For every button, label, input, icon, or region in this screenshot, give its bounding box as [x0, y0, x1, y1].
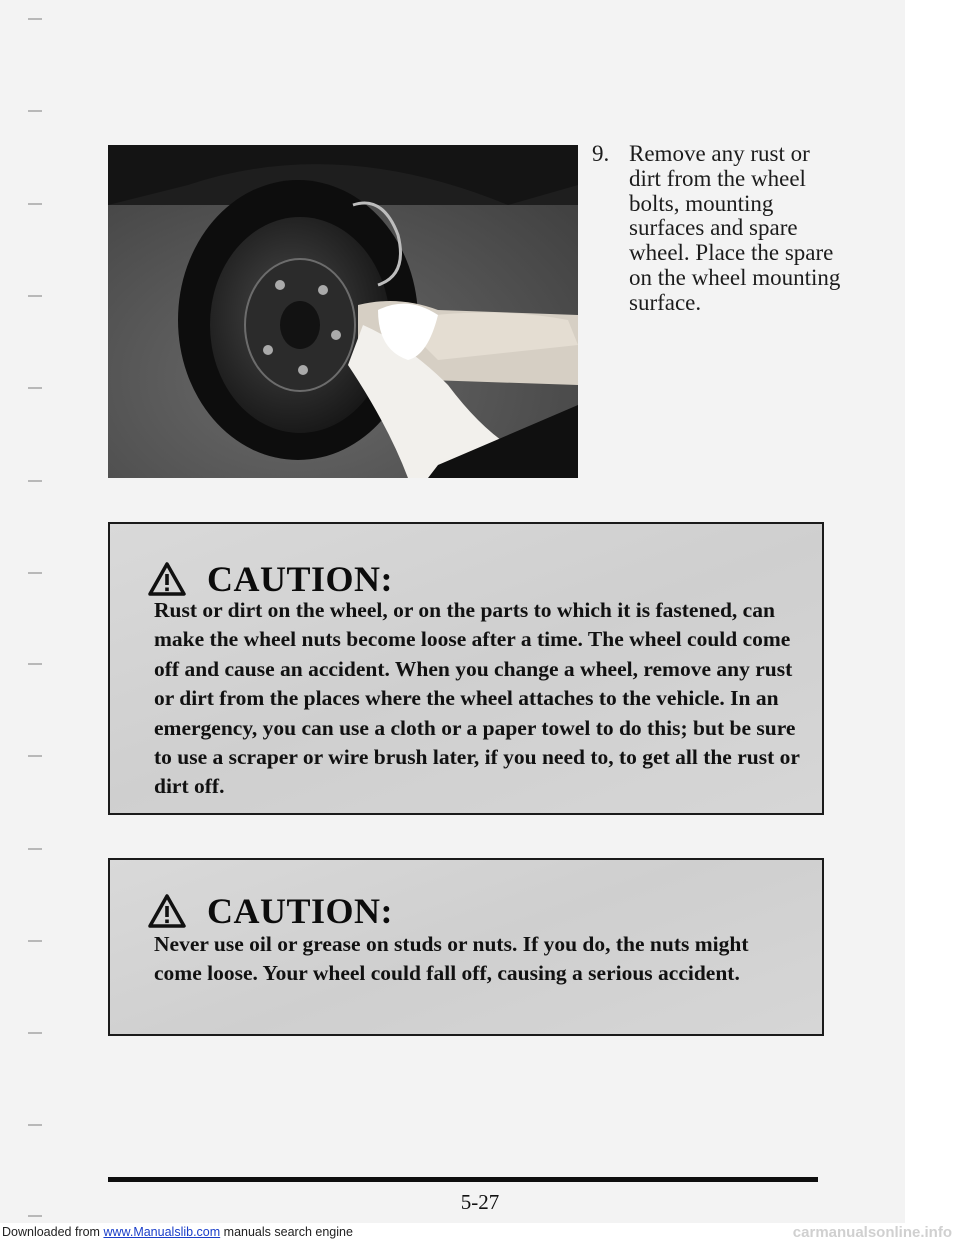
- caution-box-oil: [108, 858, 824, 1036]
- margin-tick: [28, 203, 42, 205]
- margin-tick: [28, 1032, 42, 1034]
- warning-triangle-icon: [147, 893, 187, 929]
- step-text: Remove any rust or dirt from the wheel bolts, mounting surfaces and spare wheel. Place the spare on the wheel mounting surface.: [629, 141, 841, 315]
- page-margin-strip: [905, 0, 960, 1242]
- margin-tick: [28, 1124, 42, 1126]
- caution-header: [147, 886, 393, 936]
- margin-tick: [28, 18, 42, 20]
- footer-rule: [108, 1177, 818, 1182]
- footer-prefix: Downloaded from: [2, 1225, 100, 1239]
- wheel-hub-illustration: [108, 145, 578, 478]
- margin-tick: [28, 572, 42, 574]
- caution-title: CAUTION:: [207, 891, 394, 931]
- margin-tick: [28, 848, 42, 850]
- wheel-hub-photo: [108, 145, 578, 478]
- watermark: carmanualsonline.info: [792, 1224, 952, 1241]
- margin-tick: [28, 387, 42, 389]
- caution-title: CAUTION:: [207, 559, 394, 599]
- caution-text: Never use oil or grease on studs or nuts. If you do, the nuts might come loose. Your wheel could fall off, causing a serious accident.: [154, 932, 749, 986]
- step-number: 9.: [592, 141, 610, 166]
- margin-tick: [28, 480, 42, 482]
- manualslib-link[interactable]: www.Manualslib.com: [103, 1225, 221, 1239]
- margin-tick: [28, 110, 42, 112]
- margin-tick: [28, 295, 42, 297]
- footer-suffix: manuals search engine: [223, 1225, 353, 1239]
- margin-tick: [28, 755, 42, 757]
- margin-tick: [28, 1215, 42, 1217]
- margin-tick: [28, 663, 42, 665]
- margin-tick: [28, 940, 42, 942]
- warning-triangle-icon: [147, 561, 187, 597]
- caution-text: Rust or dirt on the wheel, or on the parts to which it is fastened, can make the wheel nuts become loose after a time. The wheel could come off and cause an accident. When you change a wheel, remove any rust or dirt from the places where the wheel attaches to the vehicle. In an emergency, you can use a cloth or a paper towel to do this; but be sure to use a scraper or wire brush later, if you need to, to get all the rust or dirt off.: [154, 598, 800, 799]
- caution-box-rust: [108, 522, 824, 815]
- page-number: 5-27: [460, 1190, 500, 1214]
